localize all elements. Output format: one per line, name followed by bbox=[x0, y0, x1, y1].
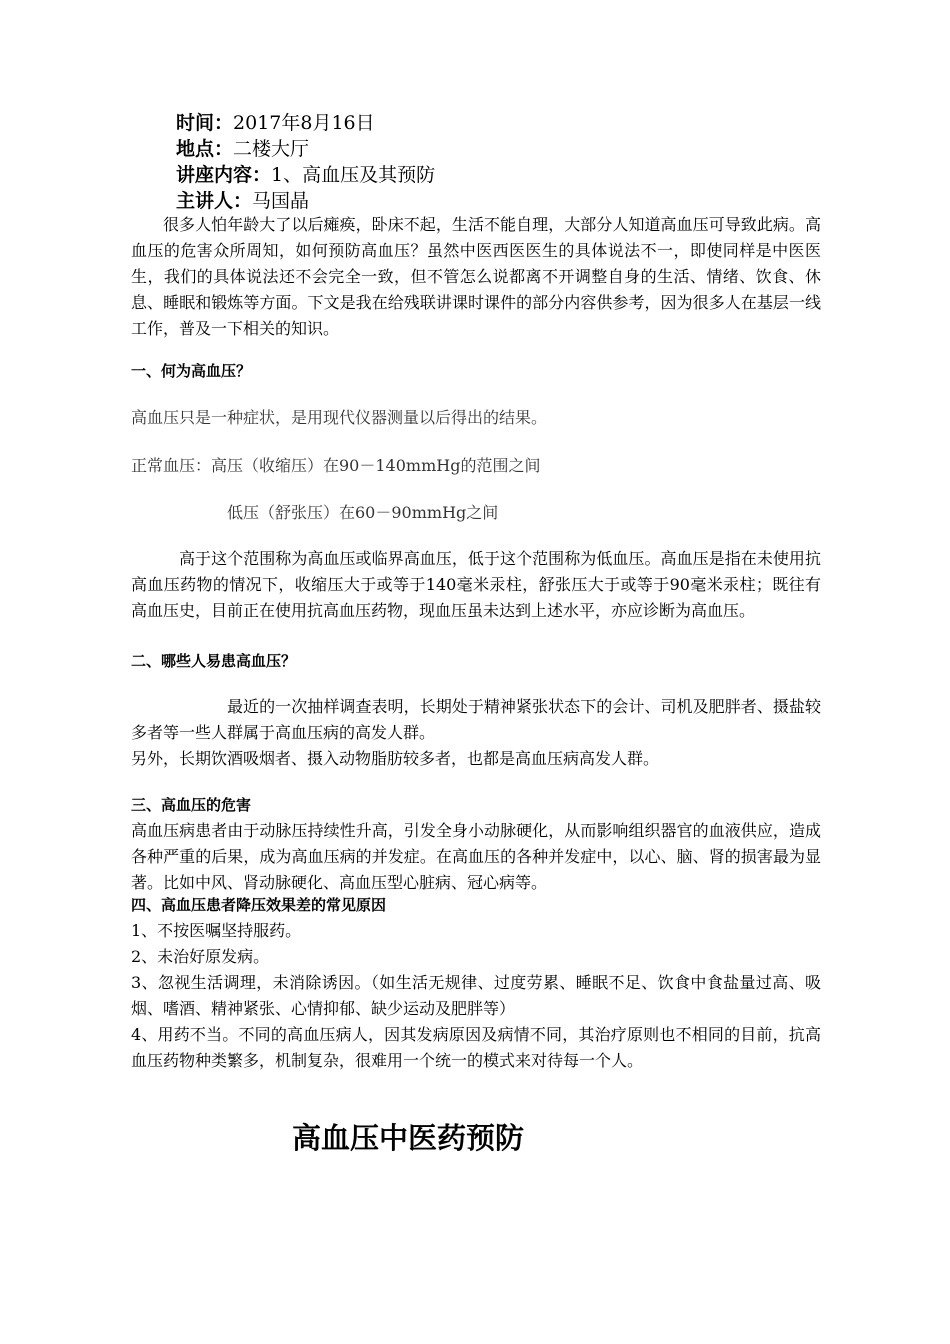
section-4-item: 4、用药不当。不同的高血压病人，因其发病原因及病情不同，其治疗原则也不相同的目前，抗高血压药物种类繁多，机制复杂，很难用一个统一的模式来对待每一个人。 bbox=[131, 1025, 821, 1070]
section-4-block bbox=[131, 892, 821, 1074]
section-1-paragraph-1: 高血压只是一种症状，是用现代仪器测量以后得出的结果。 bbox=[131, 408, 548, 427]
spacer bbox=[131, 674, 821, 694]
section-4-heading: 四、高血压患者降压效果差的常见原因 bbox=[131, 896, 387, 914]
topic-line bbox=[176, 162, 816, 188]
place-label: 地点： bbox=[176, 138, 234, 160]
section-4-item: 3、忽视生活调理，未消除诱因。（如生活无规律、过度劳累、睡眠不足、饮食中食盐量过高、吸烟、嗜酒、精神紧张、心情抑郁、缺少运动及肥胖等） bbox=[131, 973, 821, 1018]
section-2-paragraph-2: 另外，长期饮酒吸烟者、摄入动物脂肪较多者，也都是高血压病高发人群。 bbox=[131, 749, 660, 768]
section-1-p1-block bbox=[131, 405, 821, 431]
section-2-heading: 二、哪些人易患高血压？ bbox=[131, 652, 297, 670]
section-4-item: 1、不按医嘱坚持服药。 bbox=[131, 921, 302, 940]
section-1-paragraph-4: 高于这个范围称为高血压或临界高血压，低于这个范围称为低血压。高血压是指在未使用抗高血压药物的情况下，收缩压大于或等于140毫米汞柱，舒张压大于或等于90毫米汞柱；既往有高血压史，目前正在使用抗高血压药物，现血压虽未达到上述水平，亦应诊断为高血压。 bbox=[131, 549, 821, 620]
place-line bbox=[176, 136, 816, 162]
place-value: 二楼大厅 bbox=[233, 138, 310, 160]
intro-block bbox=[131, 212, 821, 342]
intro-paragraph: 很多人怕年龄大了以后瘫痪，卧床不起，生活不能自理，大部分人知道高血压可导致此病。高血压的危害众所周知，如何预防高血压？虽然中医西医医生的具体说法不一，即使同样是中医医生，我们的具体说法还不会完全一致，但不管怎么说都离不开调整自身的生活、情绪、饮食、休息、睡眠和锻炼等方面。下文是我在给残联讲课时课件的部分内容供参考，因为很多人在基层一线工作，普及一下相关的知识。 bbox=[131, 215, 821, 338]
closing-title: 高血压中医药预防 bbox=[292, 1121, 525, 1155]
speaker-value: 马国晶 bbox=[252, 190, 310, 212]
section-1-p3-block bbox=[131, 500, 821, 526]
section-1-heading: 一、何为高血压？ bbox=[131, 362, 252, 380]
section-1-paragraph-2: 正常血压：高压（收缩压）在90－140mmHg的范围之间 bbox=[131, 456, 541, 475]
speaker-label: 主讲人： bbox=[176, 190, 253, 212]
time-value: 2017年8月16日 bbox=[233, 112, 375, 134]
topic-value: 1、高血压及其预防 bbox=[271, 164, 436, 186]
section-3-paragraph-1: 高血压病患者由于动脉压持续性升高，引发全身小动脉硬化，从而影响组织器官的血液供应，造成各种严重的后果，成为高血压病的并发症。在高血压的各种并发症中，以心、脑、肾的损害最为显著。比如中风、肾动脉硬化、高血压型心脏病、冠心病等。 bbox=[131, 821, 821, 892]
time-line bbox=[176, 110, 816, 136]
section-3-heading: 三、高血压的危害 bbox=[131, 796, 252, 814]
time-label: 时间： bbox=[176, 112, 234, 134]
topic-label: 讲座内容： bbox=[176, 164, 272, 186]
section-3-block bbox=[131, 792, 821, 896]
section-2-block bbox=[131, 648, 821, 772]
section-1-paragraph-3: 低压（舒张压）在60－90mmHg之间 bbox=[227, 503, 499, 522]
section-1-heading-block bbox=[131, 358, 821, 384]
section-1-p4-block bbox=[131, 546, 821, 624]
section-1-p2-block bbox=[131, 453, 821, 479]
section-4-item: 2、未治好原发病。 bbox=[131, 947, 270, 966]
speaker-line bbox=[176, 188, 816, 214]
section-2-paragraph-1: 最近的一次抽样调查表明，长期处于精神紧张状态下的会计、司机及肥胖者、摄盐较多者等一些人群属于高血压病的高发人群。 bbox=[131, 697, 821, 742]
lecture-info bbox=[176, 110, 816, 214]
